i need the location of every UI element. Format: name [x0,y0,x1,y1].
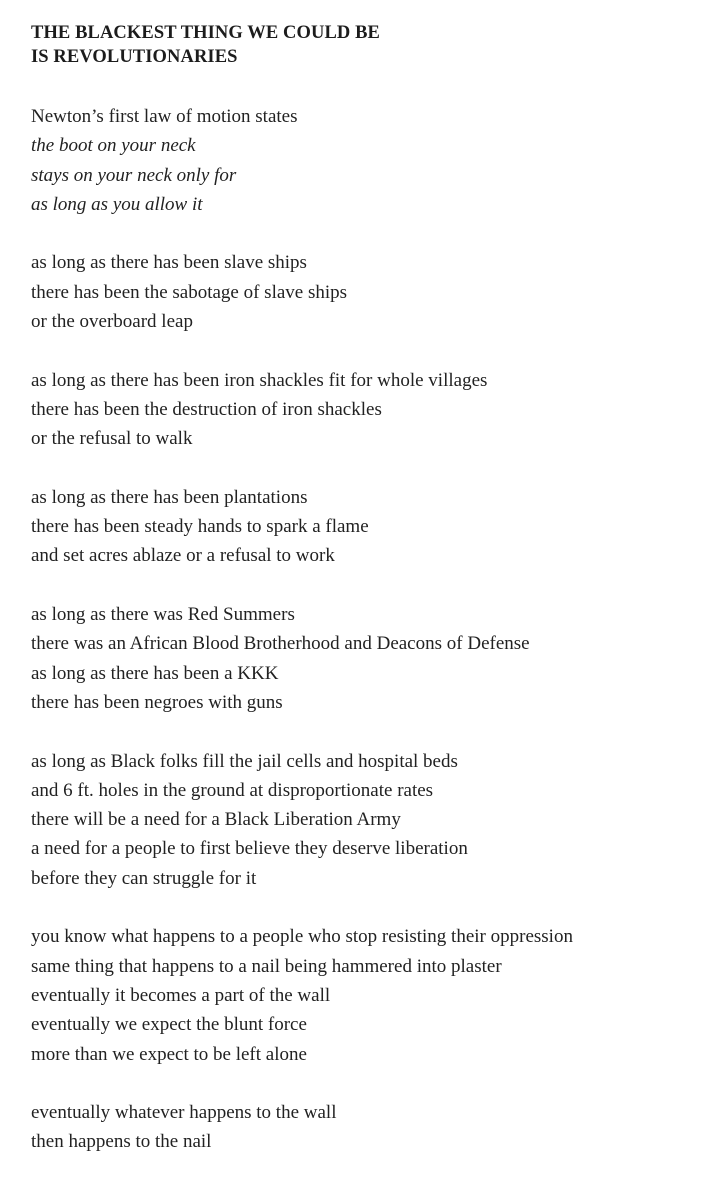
poem-line: there will be a need for a Black Liberation Army [31,809,401,831]
poem-line: Newton’s first law of motion states [31,106,298,127]
poem-line: as long as there has been iron shackles fit for whole villages [31,369,488,391]
poem-line: as long as Black folks fill the jail cells and hospital beds [31,750,458,772]
poem-line-italic: stays on your neck only for [31,164,237,186]
poem-line: as long as there was Red Summers [31,604,295,626]
poem-line: and 6 ft. holes in the ground at disproportionate rates [31,779,434,801]
poem-line: or the refusal to walk [31,428,193,450]
poem-line: eventually whatever happens to the wall [31,1102,337,1124]
poem-line: eventually it becomes a part of the wall [31,984,331,1006]
poem-line-italic: the boot on your neck [31,135,196,157]
stanza-1 [31,102,721,219]
poem-line: then happens to the nail [31,1131,212,1153]
stanza-4 [31,483,721,571]
poem-line: there has been negroes with guns [31,691,283,713]
stanza-6 [31,747,721,893]
poem-line: before they can struggle for it [31,867,257,889]
stanza-2 [31,248,721,336]
poem-line: as long as there has been a KKK [31,662,279,684]
stanza-3 [31,366,721,454]
poem-line: there has been the sabotage of slave ships [31,281,348,303]
poem-line: there has been steady hands to spark a flame [31,516,369,538]
poem-line: same thing that happens to a nail being hammered into plaster [31,955,502,977]
poem-line: and set acres ablaze or a refusal to work [31,545,335,567]
stanza-7 [31,922,721,1068]
poem-title [31,21,721,69]
poem [31,21,721,1157]
poem-line: you know what happens to a people who stop resisting their oppression [31,926,573,948]
poem-line: a need for a people to first believe they deserve liberation [31,838,468,860]
stanza-5 [31,600,721,717]
poem-line: there was an African Blood Brotherhood and Deacons of Defense [31,633,530,655]
poem-line: eventually we expect the blunt force [31,1014,307,1036]
poem-line: as long as there has been slave ships [31,252,307,274]
poem-line: there has been the destruction of iron shackles [31,398,382,420]
stanza-8 [31,1098,721,1157]
poem-title-line: IS REVOLUTIONARIES [31,47,238,67]
poem-line: or the overboard leap [31,311,193,333]
poem-line: more than we expect to be left alone [31,1043,307,1065]
poem-title-line: THE BLACKEST THING WE COULD BE [31,23,380,43]
poem-line: as long as there has been plantations [31,486,308,508]
poem-line-italic: as long as you allow it [31,193,203,215]
